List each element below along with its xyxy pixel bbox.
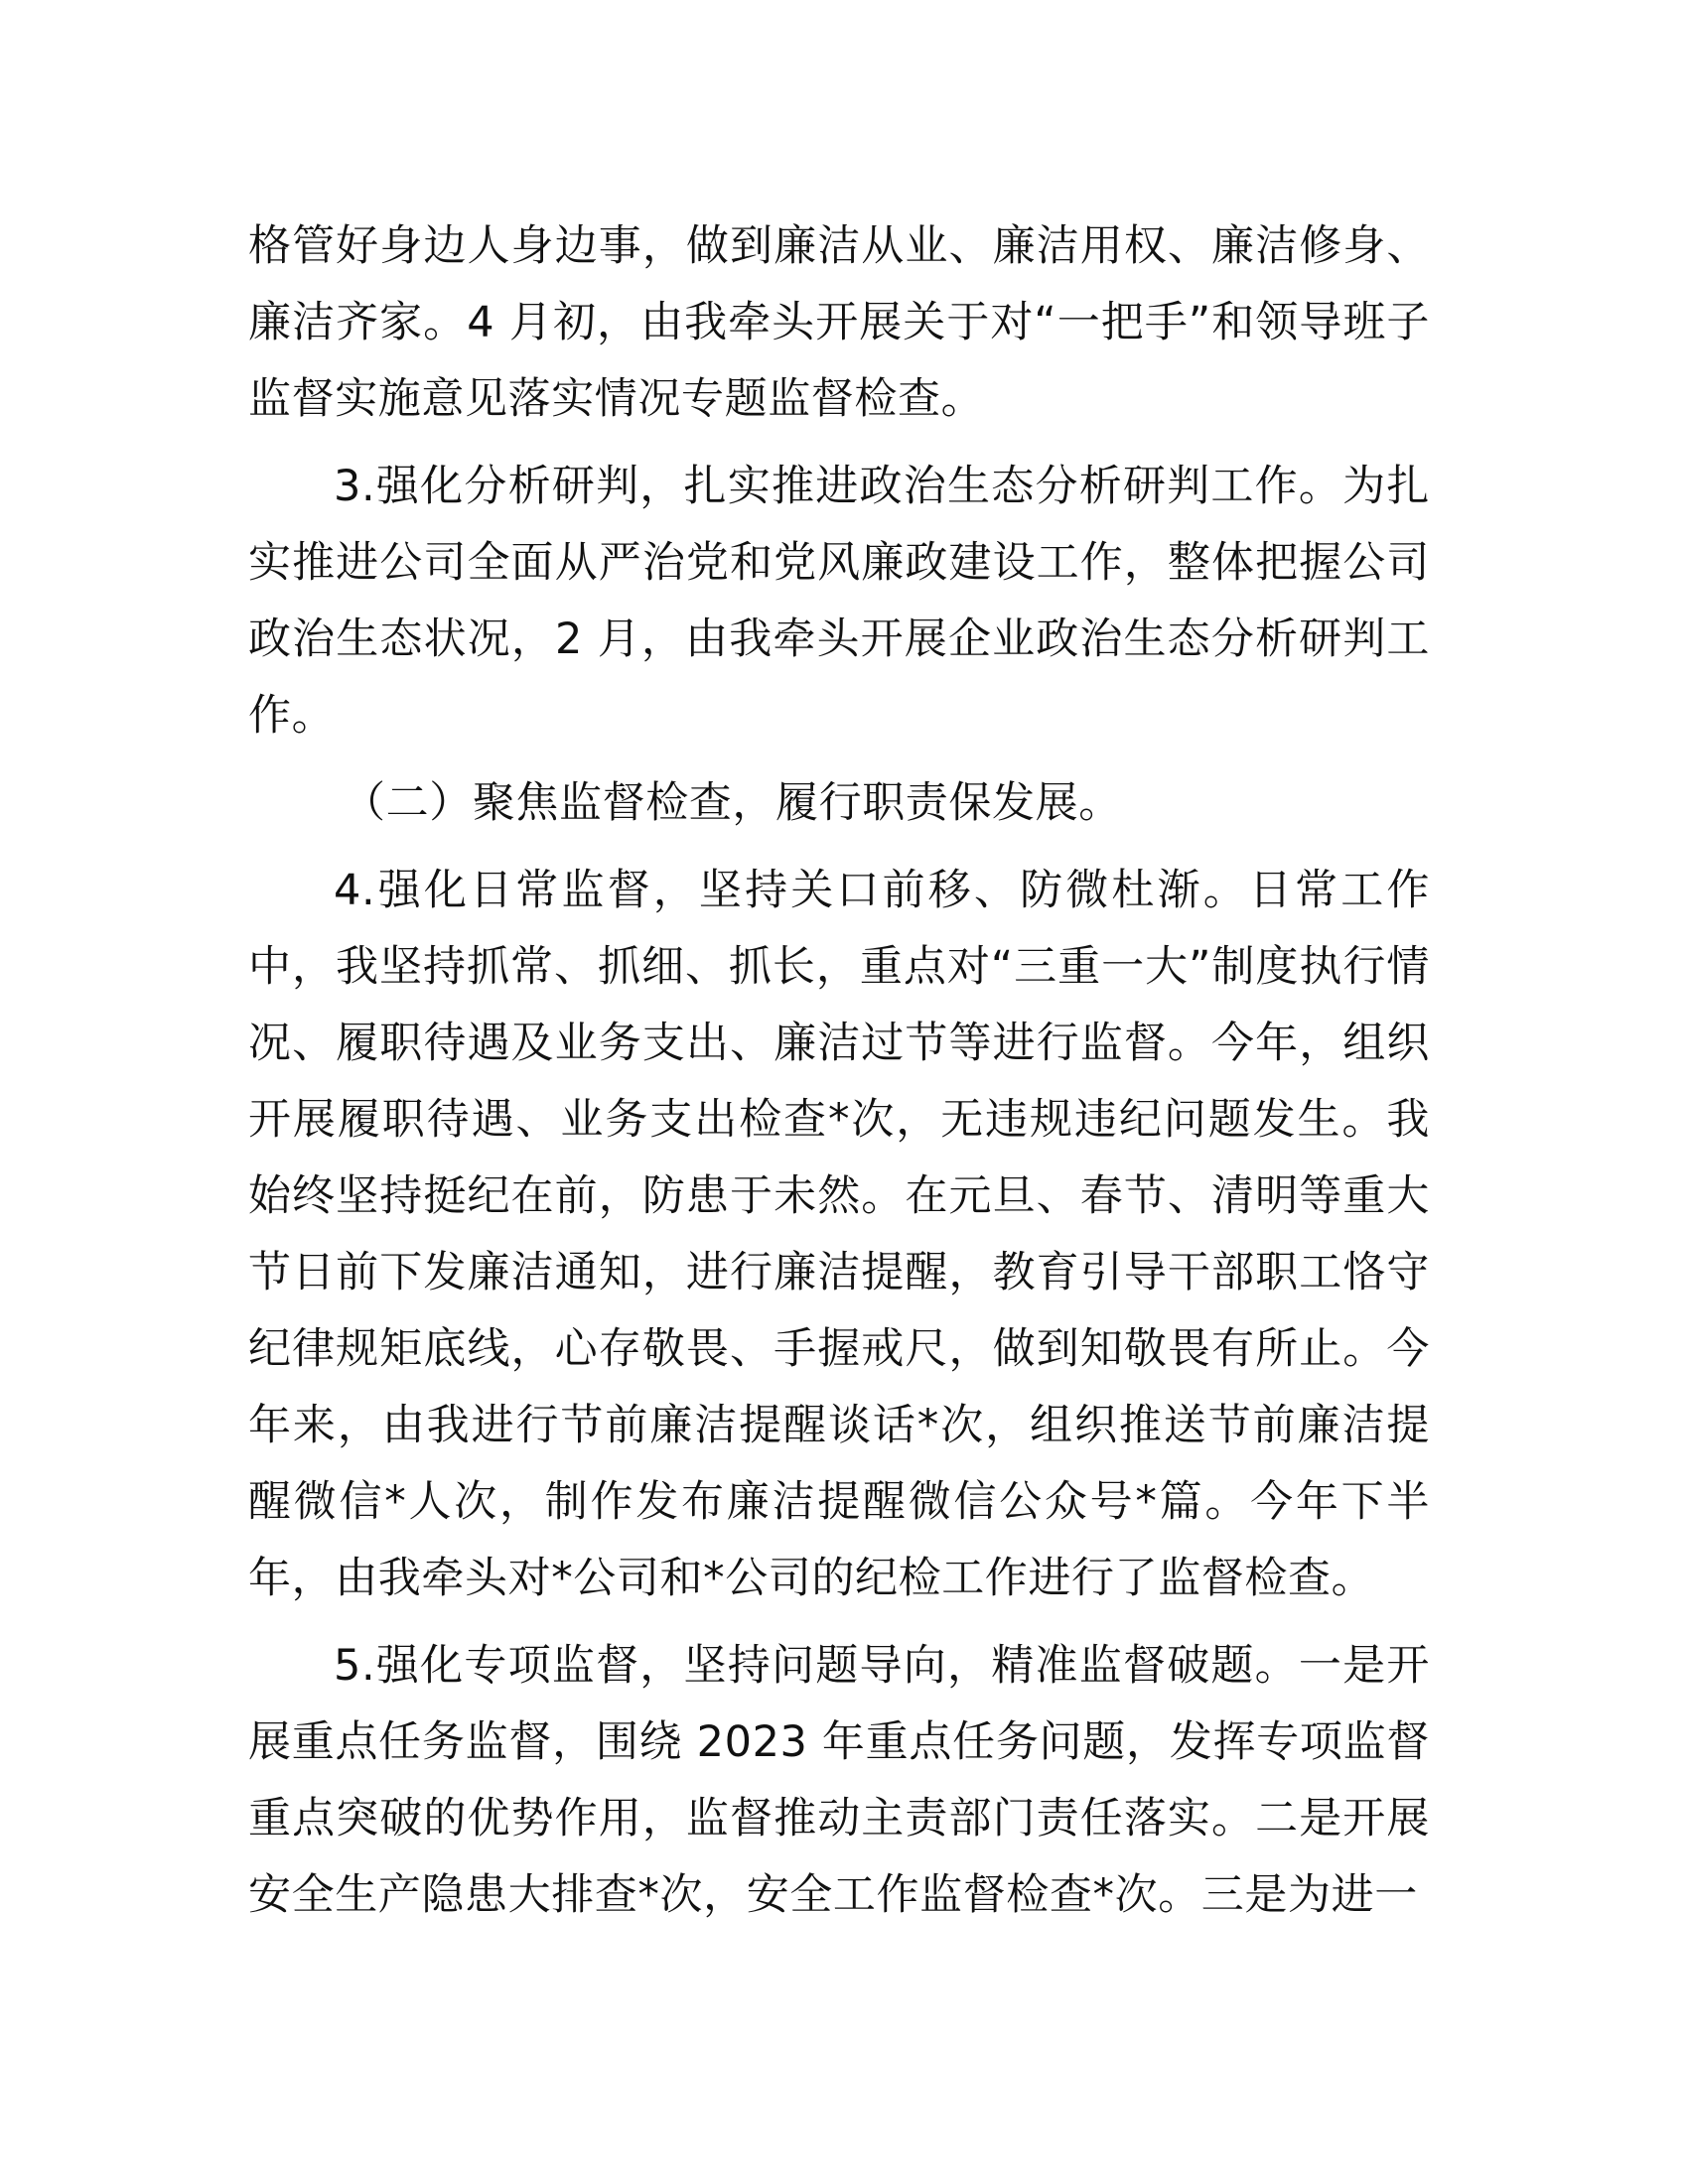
document-body xyxy=(248,208,1430,1945)
paragraph-item-5: 5.强化专项监督，坚持问题导向，精准监督破题。一是开展重点任务监督，围绕 2023 年重点任务问题，发挥专项监督重点突破的优势作用，监督推动主责部门责任落实。二是开展安全生产隐患大排查*次，安全工作监督检查*次。三是为进一 xyxy=(248,1641,1430,1920)
paragraph-item-4: 4.强化日常监督，坚持关口前移、防微杜渐。日常工作中，我坚持抓常、抓细、抓长，重点对“三重一大”制度执行情况、履职待遇及业务支出、廉洁过节等进行监督。今年，组织开展履职待遇、业务支出检查*次，无违规违纪问题发生。我始终坚持挺纪在前，防患于未然。在元旦、春节、清明等重大节日前下发廉洁通知，进行廉洁提醒，教育引导干部职工恪守纪律规矩底线，心存敬畏、手握戒尺，做到知敬畏有所止。今年来，由我进行节前廉洁提醒谈话*次，组织推送节前廉洁提醒微信*人次，制作发布廉洁提醒微信公众号*篇。今年下半年，由我牵头对*公司和*公司的纪检工作进行了监督检查。 xyxy=(248,866,1430,1603)
section-heading-2: （二）聚焦监督检查，履行职责保发展。 xyxy=(343,778,1122,828)
paragraph-continuation: 格管好身边人身边事，做到廉洁从业、廉洁用权、廉洁修身、廉洁齐家。4 月初，由我牵头开展关于对“一把手”和领导班子监督实施意见落实情况专题监督检查。 xyxy=(248,221,1430,424)
paragraph-item-3: 3.强化分析研判，扎实推进政治生态分析研判工作。为扎实推进公司全面从严治党和党风廉政建设工作，整体把握公司政治生态状况，2 月，由我牵头开展企业政治生态分析研判工作。 xyxy=(248,462,1430,741)
